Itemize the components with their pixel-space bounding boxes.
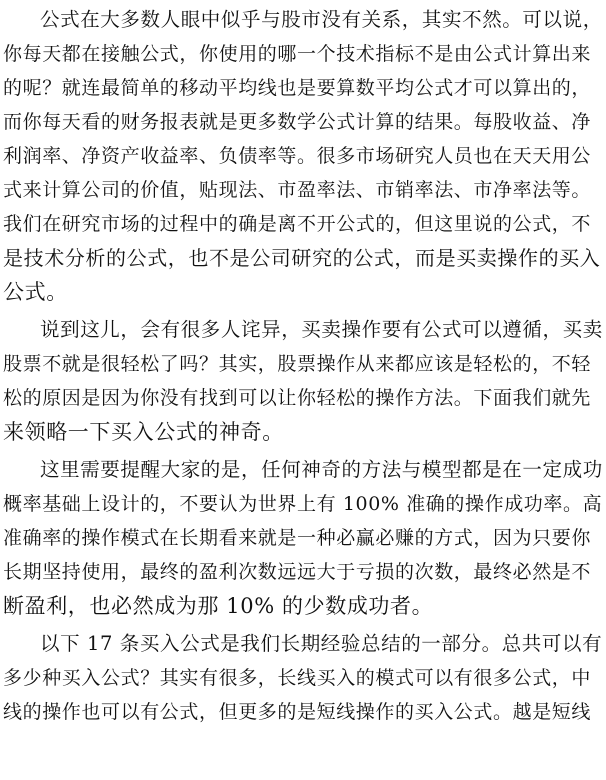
p1-line-7: 我们在研究市场的过程中的确是离不开公式的，但这里说的公式，不 <box>3 213 592 235</box>
p4-line-2: 多少种买入公式？其实有很多，长线买入的模式可以有很多公式，中 <box>3 667 592 689</box>
p1-line-4: 而你每天看的财务报表就是更多数学公式计算的结果。每股收益、净 <box>3 111 592 133</box>
p3-line-2: 概率基础上设计的，不要认为世界上有 100% 准确的操作成功率。高 <box>3 493 603 515</box>
p4-line-3: 线的操作也可以有公式，但更多的是短线操作的买入公式。越是短线 <box>3 701 592 723</box>
p1-line-6: 式来计算公司的价值，贴现法、市盈率法、市销率法、市净率法等。 <box>3 179 592 201</box>
p1-line-1: 公式在大多数人眼中似乎与股市没有关系，其实不然。可以说， <box>40 8 603 31</box>
p1-line-3: 的呢？就连最简单的移动平均线也是要算数平均公式才可以算出的， <box>3 77 592 99</box>
p2-line-3: 松的原因是因为你没有找到可以让你轻松的操作方法。下面我们就先 <box>3 387 592 409</box>
p1-line-5: 利润率、净资产收益率、负债率等。很多市场研究人员也在天天用公 <box>3 145 592 167</box>
p2-line-1: 说到这儿，会有很多人诧异，买卖操作要有公式可以遵循，买卖 <box>40 318 603 341</box>
p3-line-1: 这里需要提醒大家的是，任何神奇的方法与模型都是在一定成功 <box>40 458 603 481</box>
p2-line-2: 股票不就是很轻松了吗？其实，股票操作从来都应该是轻松的，不轻 <box>3 353 592 375</box>
p4-line-1: 以下 17 条买入公式是我们长期经验总结的一部分。总共可以有 <box>40 632 603 655</box>
p3-line-5: 断盈利，也必然成为那 10% 的少数成功者。 <box>3 594 434 618</box>
p1-line-9: 公式。 <box>3 280 68 304</box>
p3-line-4: 长期坚持使用，最终的盈利次数远远大于亏损的次数，最终必然是不 <box>3 561 592 583</box>
p1-line-2: 你每天都在接触公式，你使用的哪一个技术指标不是由公式计算出来 <box>3 43 592 65</box>
p3-line-3: 准确率的操作模式在长期看来就是一种必赢必赚的方式，因为只要你 <box>3 527 592 549</box>
p2-line-4: 来领略一下买入公式的神奇。 <box>3 420 284 444</box>
p1-line-8: 是技术分析的公式，也不是公司研究的公式，而是买卖操作的买入 <box>3 246 601 270</box>
